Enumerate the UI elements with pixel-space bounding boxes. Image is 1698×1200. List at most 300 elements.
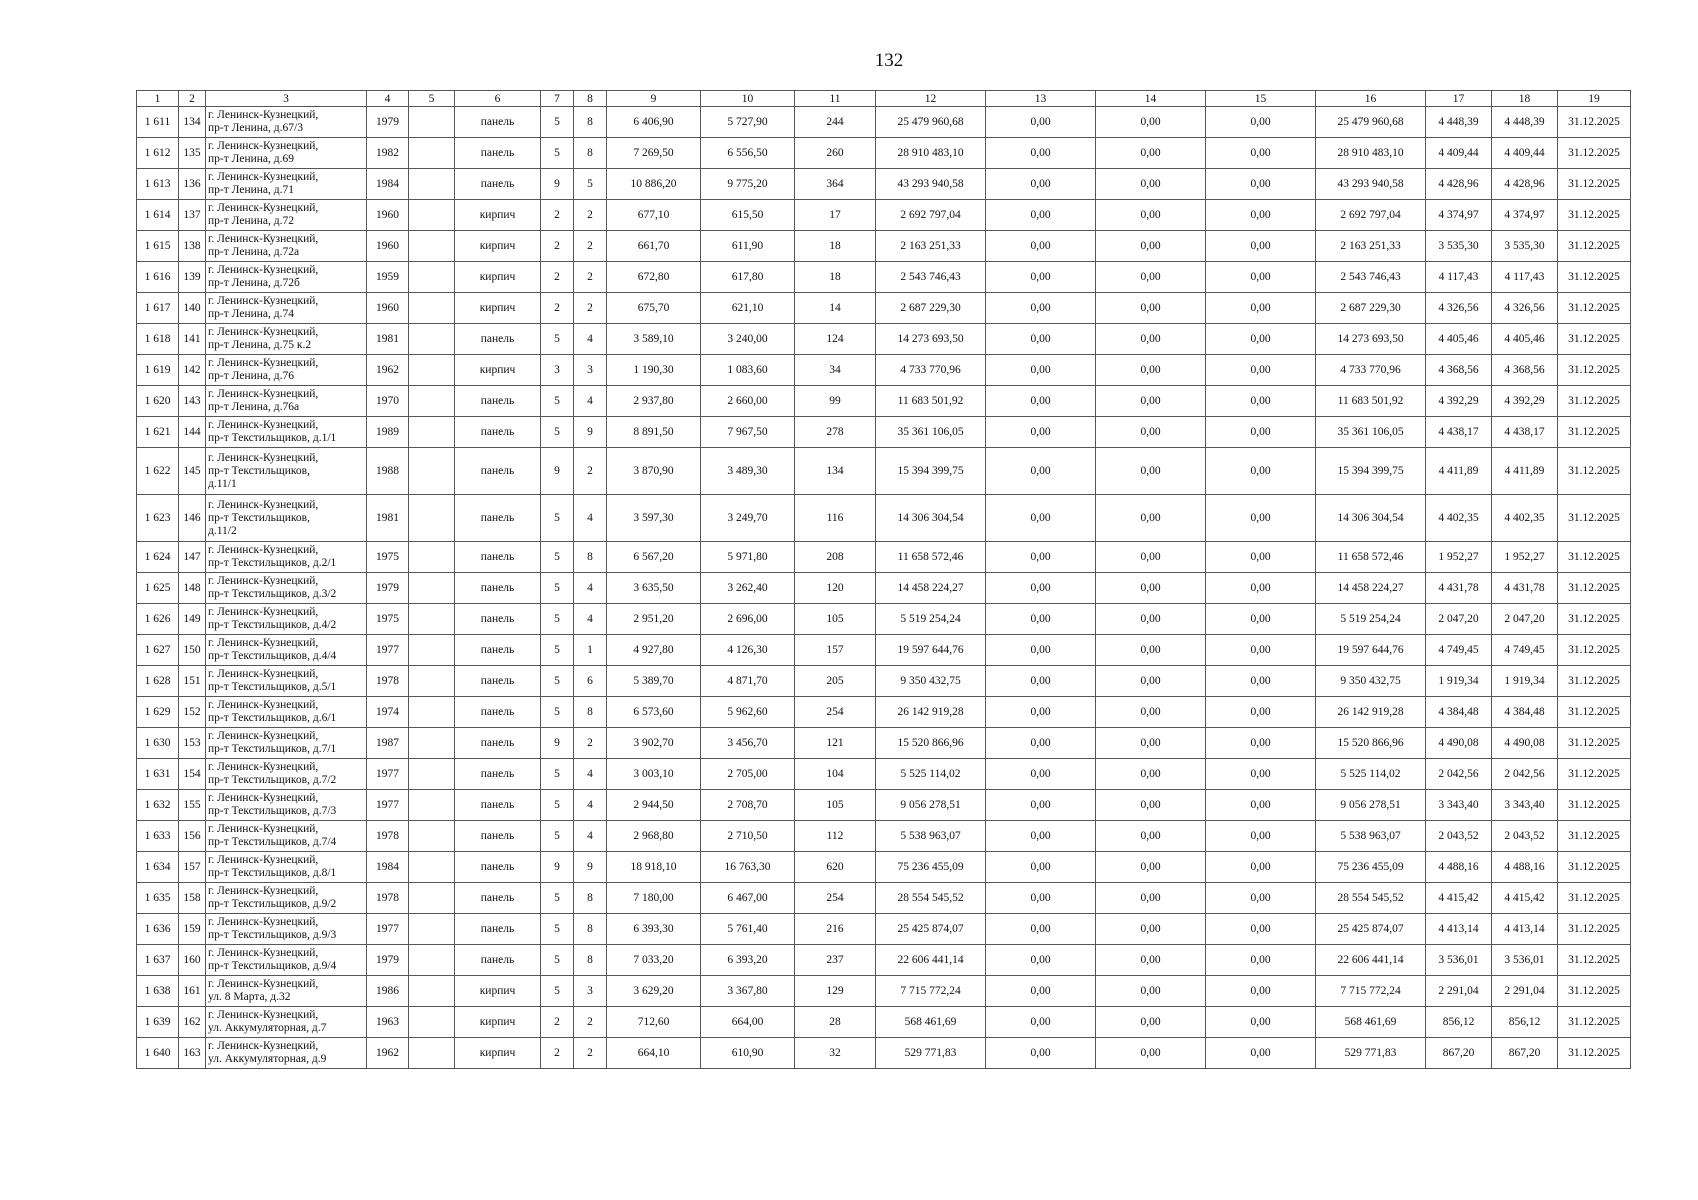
cell-c10: 3 456,70 bbox=[701, 728, 795, 759]
cell-c16: 15 394 399,75 bbox=[1316, 448, 1426, 495]
cell-c5 bbox=[409, 355, 455, 386]
cell-c15: 0,00 bbox=[1206, 666, 1316, 697]
table-row bbox=[137, 448, 1631, 495]
cell-c15: 0,00 bbox=[1206, 262, 1316, 293]
cell-c10: 2 705,00 bbox=[701, 759, 795, 790]
cell-c14: 0,00 bbox=[1096, 976, 1206, 1007]
column-header: 14 bbox=[1096, 91, 1206, 107]
address-line: пр-т Текстильщиков, bbox=[208, 511, 310, 524]
register-table bbox=[136, 90, 1631, 1069]
cell-c18: 4 374,97 bbox=[1492, 200, 1558, 231]
cell-c1: 1 636 bbox=[137, 914, 179, 945]
cell-c10: 611,90 bbox=[701, 231, 795, 262]
address-cell bbox=[206, 169, 367, 200]
cell-c11: 104 bbox=[795, 759, 876, 790]
cell-c15: 0,00 bbox=[1206, 107, 1316, 138]
cell-c2: 144 bbox=[179, 417, 206, 448]
address-line: пр-т Ленина, д.72а bbox=[208, 246, 300, 258]
cell-c10: 1 083,60 bbox=[701, 355, 795, 386]
address-cell bbox=[206, 1038, 367, 1069]
column-header: 1 bbox=[137, 91, 179, 107]
cell-c11: 208 bbox=[795, 542, 876, 573]
address-line: г. Ленинск-Кузнецкий, bbox=[208, 357, 319, 369]
cell-c2: 154 bbox=[179, 759, 206, 790]
cell-c1: 1 630 bbox=[137, 728, 179, 759]
table-row bbox=[137, 231, 1631, 262]
cell-c13: 0,00 bbox=[986, 821, 1096, 852]
address-cell bbox=[206, 666, 367, 697]
cell-c13: 0,00 bbox=[986, 386, 1096, 417]
cell-c10: 6 467,00 bbox=[701, 883, 795, 914]
cell-c19: 31.12.2025 bbox=[1558, 759, 1631, 790]
table-row bbox=[137, 821, 1631, 852]
cell-c9: 2 968,80 bbox=[607, 821, 701, 852]
cell-c4: 1970 bbox=[367, 386, 409, 417]
cell-c11: 364 bbox=[795, 169, 876, 200]
cell-c15: 0,00 bbox=[1206, 759, 1316, 790]
cell-c4: 1984 bbox=[367, 169, 409, 200]
address-line: д.11/1 bbox=[208, 477, 237, 490]
cell-c10: 615,50 bbox=[701, 200, 795, 231]
cell-c9: 2 944,50 bbox=[607, 790, 701, 821]
cell-c17: 1 952,27 bbox=[1426, 542, 1492, 573]
address-line: пр-т Текстильщиков, д.7/2 bbox=[208, 774, 337, 786]
cell-c2: 152 bbox=[179, 697, 206, 728]
cell-c17: 2 291,04 bbox=[1426, 976, 1492, 1007]
page-number: 132 bbox=[874, 50, 904, 71]
cell-c16: 19 597 644,76 bbox=[1316, 635, 1426, 666]
address-line: пр-т Ленина, д.72 bbox=[208, 215, 295, 227]
cell-c13: 0,00 bbox=[986, 635, 1096, 666]
table-row bbox=[137, 852, 1631, 883]
column-header: 3 bbox=[206, 91, 367, 107]
address-cell bbox=[206, 200, 367, 231]
cell-c13: 0,00 bbox=[986, 790, 1096, 821]
cell-c11: 99 bbox=[795, 386, 876, 417]
cell-c16: 26 142 919,28 bbox=[1316, 697, 1426, 728]
cell-c18: 4 488,16 bbox=[1492, 852, 1558, 883]
table-row bbox=[137, 355, 1631, 386]
table-row bbox=[137, 200, 1631, 231]
cell-c2: 142 bbox=[179, 355, 206, 386]
cell-c16: 5 525 114,02 bbox=[1316, 759, 1426, 790]
cell-c10: 621,10 bbox=[701, 293, 795, 324]
cell-c17: 4 117,43 bbox=[1426, 262, 1492, 293]
cell-c12: 2 692 797,04 bbox=[876, 200, 986, 231]
cell-c7: 5 bbox=[541, 542, 574, 573]
cell-c6: кирпич bbox=[455, 262, 541, 293]
cell-c10: 3 262,40 bbox=[701, 573, 795, 604]
cell-c15: 0,00 bbox=[1206, 293, 1316, 324]
cell-c4: 1987 bbox=[367, 728, 409, 759]
cell-c14: 0,00 bbox=[1096, 790, 1206, 821]
cell-c11: 18 bbox=[795, 231, 876, 262]
table-row bbox=[137, 417, 1631, 448]
cell-c13: 0,00 bbox=[986, 759, 1096, 790]
cell-c14: 0,00 bbox=[1096, 324, 1206, 355]
address-line: ул. Аккумуляторная, д.7 bbox=[208, 1022, 327, 1034]
cell-c9: 3 870,90 bbox=[607, 448, 701, 495]
address-line: пр-т Ленина, д.74 bbox=[208, 308, 295, 320]
address-cell bbox=[206, 852, 367, 883]
address-cell bbox=[206, 976, 367, 1007]
cell-c5 bbox=[409, 1038, 455, 1069]
cell-c2: 148 bbox=[179, 573, 206, 604]
cell-c9: 6 573,60 bbox=[607, 697, 701, 728]
cell-c16: 7 715 772,24 bbox=[1316, 976, 1426, 1007]
address-line: г. Ленинск-Кузнецкий, bbox=[208, 947, 319, 959]
cell-c2: 145 bbox=[179, 448, 206, 495]
cell-c6: панель bbox=[455, 666, 541, 697]
cell-c6: панель bbox=[455, 324, 541, 355]
cell-c6: кирпич bbox=[455, 293, 541, 324]
cell-c1: 1 626 bbox=[137, 604, 179, 635]
cell-c13: 0,00 bbox=[986, 1038, 1096, 1069]
cell-c6: кирпич bbox=[455, 231, 541, 262]
cell-c16: 2 687 229,30 bbox=[1316, 293, 1426, 324]
cell-c12: 14 273 693,50 bbox=[876, 324, 986, 355]
column-number-row bbox=[137, 91, 1631, 107]
cell-c4: 1978 bbox=[367, 883, 409, 914]
cell-c18: 1 952,27 bbox=[1492, 542, 1558, 573]
cell-c2: 149 bbox=[179, 604, 206, 635]
cell-c9: 2 937,80 bbox=[607, 386, 701, 417]
cell-c18: 4 413,14 bbox=[1492, 914, 1558, 945]
cell-c8: 4 bbox=[574, 604, 607, 635]
cell-c11: 116 bbox=[795, 495, 876, 542]
cell-c12: 2 687 229,30 bbox=[876, 293, 986, 324]
cell-c5 bbox=[409, 324, 455, 355]
cell-c4: 1975 bbox=[367, 604, 409, 635]
address-line: пр-т Текстильщиков, д.4/2 bbox=[208, 619, 337, 631]
cell-c8: 8 bbox=[574, 914, 607, 945]
cell-c5 bbox=[409, 495, 455, 542]
cell-c5 bbox=[409, 821, 455, 852]
cell-c9: 5 389,70 bbox=[607, 666, 701, 697]
cell-c19: 31.12.2025 bbox=[1558, 1007, 1631, 1038]
address-line: г. Ленинск-Кузнецкий, bbox=[208, 699, 319, 711]
table-row bbox=[137, 883, 1631, 914]
cell-c4: 1979 bbox=[367, 945, 409, 976]
cell-c7: 9 bbox=[541, 169, 574, 200]
cell-c14: 0,00 bbox=[1096, 852, 1206, 883]
cell-c5 bbox=[409, 417, 455, 448]
cell-c11: 237 bbox=[795, 945, 876, 976]
cell-c8: 1 bbox=[574, 635, 607, 666]
address-line: пр-т Ленина, д.67/3 bbox=[208, 122, 303, 134]
cell-c8: 9 bbox=[574, 417, 607, 448]
cell-c12: 28 554 545,52 bbox=[876, 883, 986, 914]
cell-c19: 31.12.2025 bbox=[1558, 635, 1631, 666]
cell-c7: 5 bbox=[541, 759, 574, 790]
cell-c17: 2 047,20 bbox=[1426, 604, 1492, 635]
cell-c14: 0,00 bbox=[1096, 697, 1206, 728]
address-line: пр-т Текстильщиков, д.9/4 bbox=[208, 960, 337, 972]
cell-c9: 4 927,80 bbox=[607, 635, 701, 666]
cell-c18: 867,20 bbox=[1492, 1038, 1558, 1069]
table-row bbox=[137, 386, 1631, 417]
cell-c16: 25 425 874,07 bbox=[1316, 914, 1426, 945]
cell-c5 bbox=[409, 262, 455, 293]
cell-c15: 0,00 bbox=[1206, 231, 1316, 262]
cell-c4: 1978 bbox=[367, 666, 409, 697]
cell-c14: 0,00 bbox=[1096, 666, 1206, 697]
column-header: 15 bbox=[1206, 91, 1316, 107]
cell-c13: 0,00 bbox=[986, 604, 1096, 635]
cell-c9: 10 886,20 bbox=[607, 169, 701, 200]
cell-c9: 664,10 bbox=[607, 1038, 701, 1069]
cell-c17: 4 490,08 bbox=[1426, 728, 1492, 759]
cell-c1: 1 613 bbox=[137, 169, 179, 200]
cell-c2: 162 bbox=[179, 1007, 206, 1038]
cell-c4: 1977 bbox=[367, 914, 409, 945]
address-cell bbox=[206, 1007, 367, 1038]
cell-c2: 150 bbox=[179, 635, 206, 666]
address-cell bbox=[206, 448, 367, 495]
cell-c19: 31.12.2025 bbox=[1558, 852, 1631, 883]
address-cell bbox=[206, 604, 367, 635]
cell-c18: 2 291,04 bbox=[1492, 976, 1558, 1007]
cell-c18: 4 384,48 bbox=[1492, 697, 1558, 728]
cell-c1: 1 639 bbox=[137, 1007, 179, 1038]
cell-c8: 2 bbox=[574, 293, 607, 324]
cell-c11: 34 bbox=[795, 355, 876, 386]
cell-c19: 31.12.2025 bbox=[1558, 262, 1631, 293]
cell-c14: 0,00 bbox=[1096, 293, 1206, 324]
cell-c16: 22 606 441,14 bbox=[1316, 945, 1426, 976]
cell-c1: 1 638 bbox=[137, 976, 179, 1007]
cell-c10: 4 126,30 bbox=[701, 635, 795, 666]
cell-c9: 675,70 bbox=[607, 293, 701, 324]
address-line: г. Ленинск-Кузнецкий, bbox=[208, 1009, 319, 1021]
column-header: 6 bbox=[455, 91, 541, 107]
cell-c5 bbox=[409, 883, 455, 914]
cell-c17: 4 368,56 bbox=[1426, 355, 1492, 386]
cell-c6: кирпич bbox=[455, 355, 541, 386]
cell-c9: 3 629,20 bbox=[607, 976, 701, 1007]
cell-c4: 1978 bbox=[367, 821, 409, 852]
cell-c10: 610,90 bbox=[701, 1038, 795, 1069]
cell-c17: 4 326,56 bbox=[1426, 293, 1492, 324]
cell-c17: 2 042,56 bbox=[1426, 759, 1492, 790]
cell-c18: 4 326,56 bbox=[1492, 293, 1558, 324]
cell-c11: 134 bbox=[795, 448, 876, 495]
cell-c13: 0,00 bbox=[986, 1007, 1096, 1038]
cell-c4: 1989 bbox=[367, 417, 409, 448]
table-body bbox=[137, 107, 1631, 1069]
address-line: пр-т Текстильщиков, д.1/1 bbox=[208, 432, 337, 444]
cell-c12: 11 658 572,46 bbox=[876, 542, 986, 573]
cell-c15: 0,00 bbox=[1206, 790, 1316, 821]
cell-c19: 31.12.2025 bbox=[1558, 883, 1631, 914]
cell-c4: 1963 bbox=[367, 1007, 409, 1038]
cell-c16: 5 538 963,07 bbox=[1316, 821, 1426, 852]
column-header: 17 bbox=[1426, 91, 1492, 107]
cell-c12: 14 458 224,27 bbox=[876, 573, 986, 604]
cell-c12: 4 733 770,96 bbox=[876, 355, 986, 386]
cell-c2: 161 bbox=[179, 976, 206, 1007]
cell-c15: 0,00 bbox=[1206, 728, 1316, 759]
address-cell bbox=[206, 231, 367, 262]
cell-c17: 4 749,45 bbox=[1426, 635, 1492, 666]
address-line: пр-т Текстильщиков, д.4/4 bbox=[208, 650, 337, 662]
table-row bbox=[137, 324, 1631, 355]
cell-c1: 1 628 bbox=[137, 666, 179, 697]
cell-c6: панель bbox=[455, 542, 541, 573]
cell-c19: 31.12.2025 bbox=[1558, 417, 1631, 448]
cell-c16: 15 520 866,96 bbox=[1316, 728, 1426, 759]
cell-c2: 153 bbox=[179, 728, 206, 759]
cell-c17: 4 402,35 bbox=[1426, 495, 1492, 542]
address-line: пр-т Ленина, д.76 bbox=[208, 370, 295, 382]
address-line: пр-т Текстильщиков, д.5/1 bbox=[208, 681, 337, 693]
cell-c18: 4 448,39 bbox=[1492, 107, 1558, 138]
cell-c11: 260 bbox=[795, 138, 876, 169]
address-cell bbox=[206, 635, 367, 666]
cell-c18: 4 749,45 bbox=[1492, 635, 1558, 666]
address-line: г. Ленинск-Кузнецкий, bbox=[208, 823, 319, 835]
address-cell bbox=[206, 355, 367, 386]
cell-c17: 4 431,78 bbox=[1426, 573, 1492, 604]
cell-c18: 2 047,20 bbox=[1492, 604, 1558, 635]
address-line: г. Ленинск-Кузнецкий, bbox=[208, 264, 319, 276]
cell-c4: 1975 bbox=[367, 542, 409, 573]
cell-c12: 568 461,69 bbox=[876, 1007, 986, 1038]
cell-c18: 4 415,42 bbox=[1492, 883, 1558, 914]
cell-c12: 25 479 960,68 bbox=[876, 107, 986, 138]
cell-c16: 25 479 960,68 bbox=[1316, 107, 1426, 138]
cell-c19: 31.12.2025 bbox=[1558, 821, 1631, 852]
cell-c14: 0,00 bbox=[1096, 138, 1206, 169]
cell-c14: 0,00 bbox=[1096, 386, 1206, 417]
cell-c15: 0,00 bbox=[1206, 324, 1316, 355]
address-line: пр-т Текстильщиков, д.3/2 bbox=[208, 588, 337, 600]
table-row bbox=[137, 945, 1631, 976]
table-row bbox=[137, 293, 1631, 324]
cell-c1: 1 621 bbox=[137, 417, 179, 448]
column-header: 5 bbox=[409, 91, 455, 107]
address-line: пр-т Ленина, д.69 bbox=[208, 153, 295, 165]
cell-c14: 0,00 bbox=[1096, 759, 1206, 790]
address-line: пр-т Ленина, д.76а bbox=[208, 401, 300, 413]
cell-c9: 2 951,20 bbox=[607, 604, 701, 635]
address-cell bbox=[206, 697, 367, 728]
cell-c17: 4 392,29 bbox=[1426, 386, 1492, 417]
cell-c10: 2 710,50 bbox=[701, 821, 795, 852]
cell-c16: 35 361 106,05 bbox=[1316, 417, 1426, 448]
cell-c16: 2 543 746,43 bbox=[1316, 262, 1426, 293]
cell-c10: 617,80 bbox=[701, 262, 795, 293]
cell-c11: 278 bbox=[795, 417, 876, 448]
cell-c11: 216 bbox=[795, 914, 876, 945]
cell-c5 bbox=[409, 169, 455, 200]
cell-c8: 8 bbox=[574, 138, 607, 169]
cell-c13: 0,00 bbox=[986, 495, 1096, 542]
cell-c1: 1 622 bbox=[137, 448, 179, 495]
address-cell bbox=[206, 542, 367, 573]
cell-c17: 4 488,16 bbox=[1426, 852, 1492, 883]
cell-c15: 0,00 bbox=[1206, 604, 1316, 635]
address-line: пр-т Текстильщиков, д.9/2 bbox=[208, 898, 337, 910]
cell-c6: кирпич bbox=[455, 976, 541, 1007]
address-line: пр-т Ленина, д.75 к.2 bbox=[208, 339, 312, 351]
cell-c13: 0,00 bbox=[986, 697, 1096, 728]
address-line: г. Ленинск-Кузнецкий, bbox=[208, 388, 319, 400]
cell-c1: 1 616 bbox=[137, 262, 179, 293]
cell-c14: 0,00 bbox=[1096, 355, 1206, 386]
cell-c16: 14 273 693,50 bbox=[1316, 324, 1426, 355]
cell-c16: 568 461,69 bbox=[1316, 1007, 1426, 1038]
cell-c10: 4 871,70 bbox=[701, 666, 795, 697]
cell-c13: 0,00 bbox=[986, 666, 1096, 697]
cell-c15: 0,00 bbox=[1206, 200, 1316, 231]
cell-c7: 9 bbox=[541, 448, 574, 495]
address-line: пр-т Ленина, д.71 bbox=[208, 184, 295, 196]
address-line: г. Ленинск-Кузнецкий, bbox=[208, 109, 319, 121]
cell-c1: 1 615 bbox=[137, 231, 179, 262]
cell-c13: 0,00 bbox=[986, 976, 1096, 1007]
cell-c15: 0,00 bbox=[1206, 1038, 1316, 1069]
cell-c8: 2 bbox=[574, 231, 607, 262]
cell-c18: 2 043,52 bbox=[1492, 821, 1558, 852]
cell-c12: 25 425 874,07 bbox=[876, 914, 986, 945]
cell-c5 bbox=[409, 852, 455, 883]
cell-c4: 1960 bbox=[367, 293, 409, 324]
cell-c10: 5 761,40 bbox=[701, 914, 795, 945]
address-line: г. Ленинск-Кузнецкий, bbox=[208, 730, 319, 742]
cell-c18: 4 438,17 bbox=[1492, 417, 1558, 448]
cell-c12: 15 520 866,96 bbox=[876, 728, 986, 759]
cell-c2: 141 bbox=[179, 324, 206, 355]
column-header: 10 bbox=[701, 91, 795, 107]
cell-c16: 11 658 572,46 bbox=[1316, 542, 1426, 573]
cell-c2: 140 bbox=[179, 293, 206, 324]
cell-c19: 31.12.2025 bbox=[1558, 604, 1631, 635]
cell-c9: 6 406,90 bbox=[607, 107, 701, 138]
cell-c15: 0,00 bbox=[1206, 883, 1316, 914]
cell-c4: 1977 bbox=[367, 790, 409, 821]
cell-c18: 4 392,29 bbox=[1492, 386, 1558, 417]
cell-c14: 0,00 bbox=[1096, 635, 1206, 666]
cell-c7: 5 bbox=[541, 635, 574, 666]
cell-c8: 2 bbox=[574, 728, 607, 759]
cell-c13: 0,00 bbox=[986, 355, 1096, 386]
cell-c7: 2 bbox=[541, 1007, 574, 1038]
cell-c6: панель bbox=[455, 386, 541, 417]
cell-c4: 1984 bbox=[367, 852, 409, 883]
cell-c11: 244 bbox=[795, 107, 876, 138]
cell-c6: панель bbox=[455, 107, 541, 138]
cell-c7: 9 bbox=[541, 852, 574, 883]
cell-c17: 3 536,01 bbox=[1426, 945, 1492, 976]
cell-c2: 147 bbox=[179, 542, 206, 573]
cell-c13: 0,00 bbox=[986, 138, 1096, 169]
cell-c15: 0,00 bbox=[1206, 852, 1316, 883]
address-line: г. Ленинск-Кузнецкий, bbox=[208, 916, 319, 928]
cell-c8: 4 bbox=[574, 790, 607, 821]
address-line: пр-т Ленина, д.72б bbox=[208, 277, 300, 289]
cell-c5 bbox=[409, 542, 455, 573]
cell-c12: 9 350 432,75 bbox=[876, 666, 986, 697]
cell-c6: панель bbox=[455, 790, 541, 821]
cell-c4: 1982 bbox=[367, 138, 409, 169]
cell-c1: 1 640 bbox=[137, 1038, 179, 1069]
address-cell bbox=[206, 262, 367, 293]
cell-c7: 2 bbox=[541, 262, 574, 293]
column-header: 19 bbox=[1558, 91, 1631, 107]
address-line: г. Ленинск-Кузнецкий, bbox=[208, 792, 319, 804]
address-line: г. Ленинск-Кузнецкий, bbox=[208, 606, 319, 618]
